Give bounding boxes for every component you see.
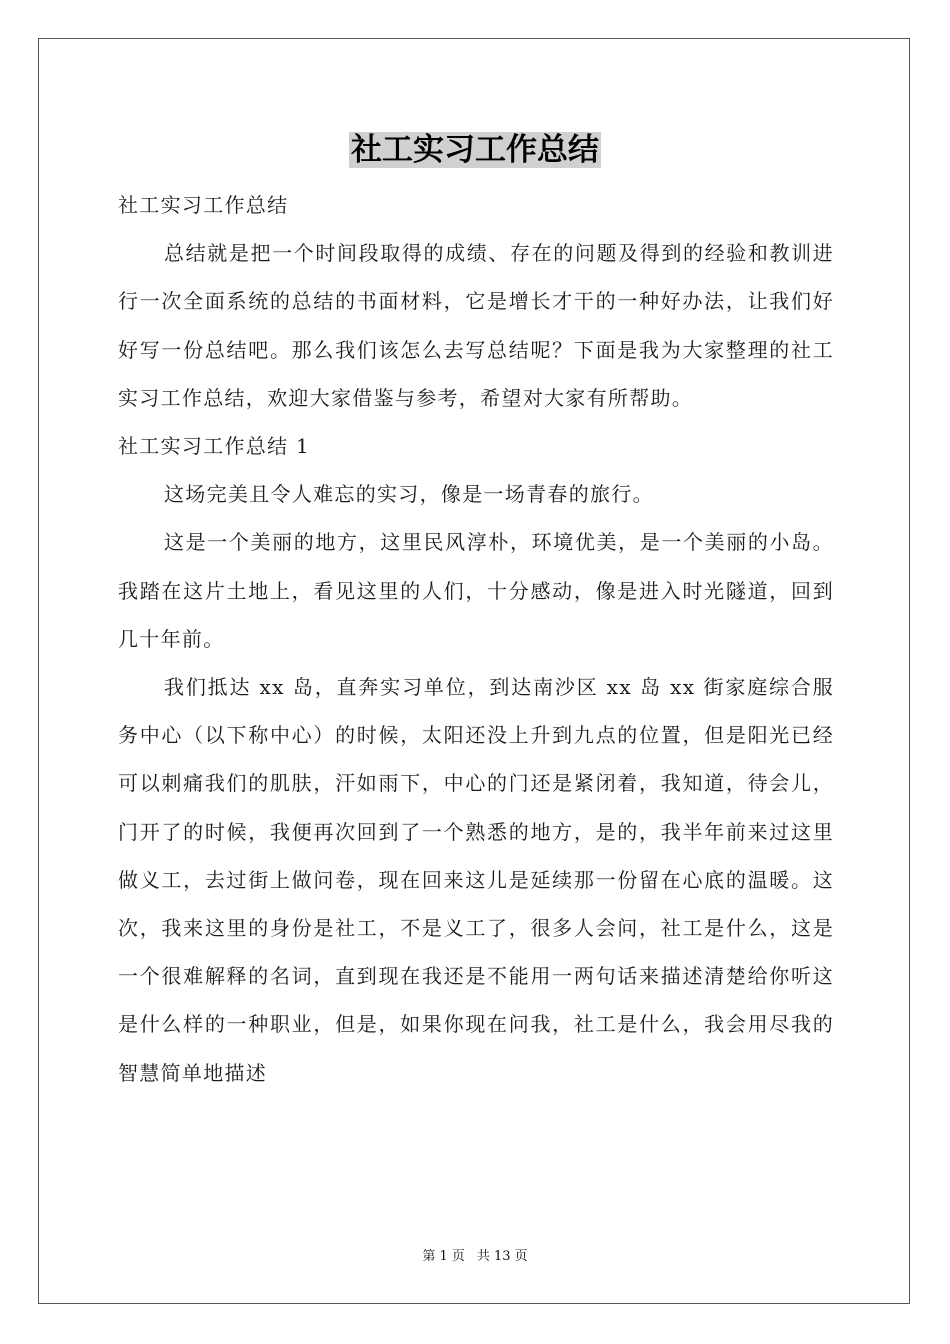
document-title-text: 社工实习工作总结 — [351, 132, 599, 168]
page-number: 第 1 页 — [422, 1249, 465, 1264]
body-paragraph: 这场完美且令人难忘的实习，像是一场青春的旅行。 — [164, 482, 654, 507]
page-footer — [0, 1245, 950, 1264]
section-heading: 社工实习工作总结 — [118, 193, 289, 217]
body-paragraph: 我们抵达 xx 岛，直奔实习单位，到达南沙区 xx 岛 xx 街家庭综合服务中心（以下称中心）的时候，太阳还没上升到九点的位置，但是阳光已经可以刺痛我们的肌肤，汗如雨下，中心的门还是紧闭着，我知道，待会儿，门开了的时候，我便再次回到了一个熟悉的地方，是的，我半年前来过这里做义工，去过街上做问卷，现在回来这儿是延续那一份留在心底的温暖。这次，我来这里的身份是社工，不是义工了，很多人会问，社工是什么，这是一个很难解释的名词，直到现在我还是不能用一两句话来描述清楚给你听这是什么样的一种职业，但是，如果你现在问我，社工是什么，我会用尽我的智慧简单地描述 — [118, 675, 834, 1085]
page-total: 共 13 页 — [476, 1249, 528, 1264]
document-title — [0, 128, 950, 172]
section-heading: 社工实习工作总结 1 — [118, 434, 311, 459]
body-paragraph: 这是一个美丽的地方，这里民风淳朴，环境优美，是一个美丽的小岛。我踏在这片土地上，看见这里的人们，十分感动，像是进入时光隧道，回到几十年前。 — [118, 530, 834, 651]
body-paragraph: 总结就是把一个时间段取得的成绩、存在的问题及得到的经验和教训进行一次全面系统的总结的书面材料，它是增长才干的一种好办法，让我们好好写一份总结吧。那么我们该怎么去写总结呢？下面是我为大家整理的社工实习工作总结，欢迎大家借鉴与参考，希望对大家有所帮助。 — [118, 241, 834, 410]
document-body — [118, 181, 834, 1097]
